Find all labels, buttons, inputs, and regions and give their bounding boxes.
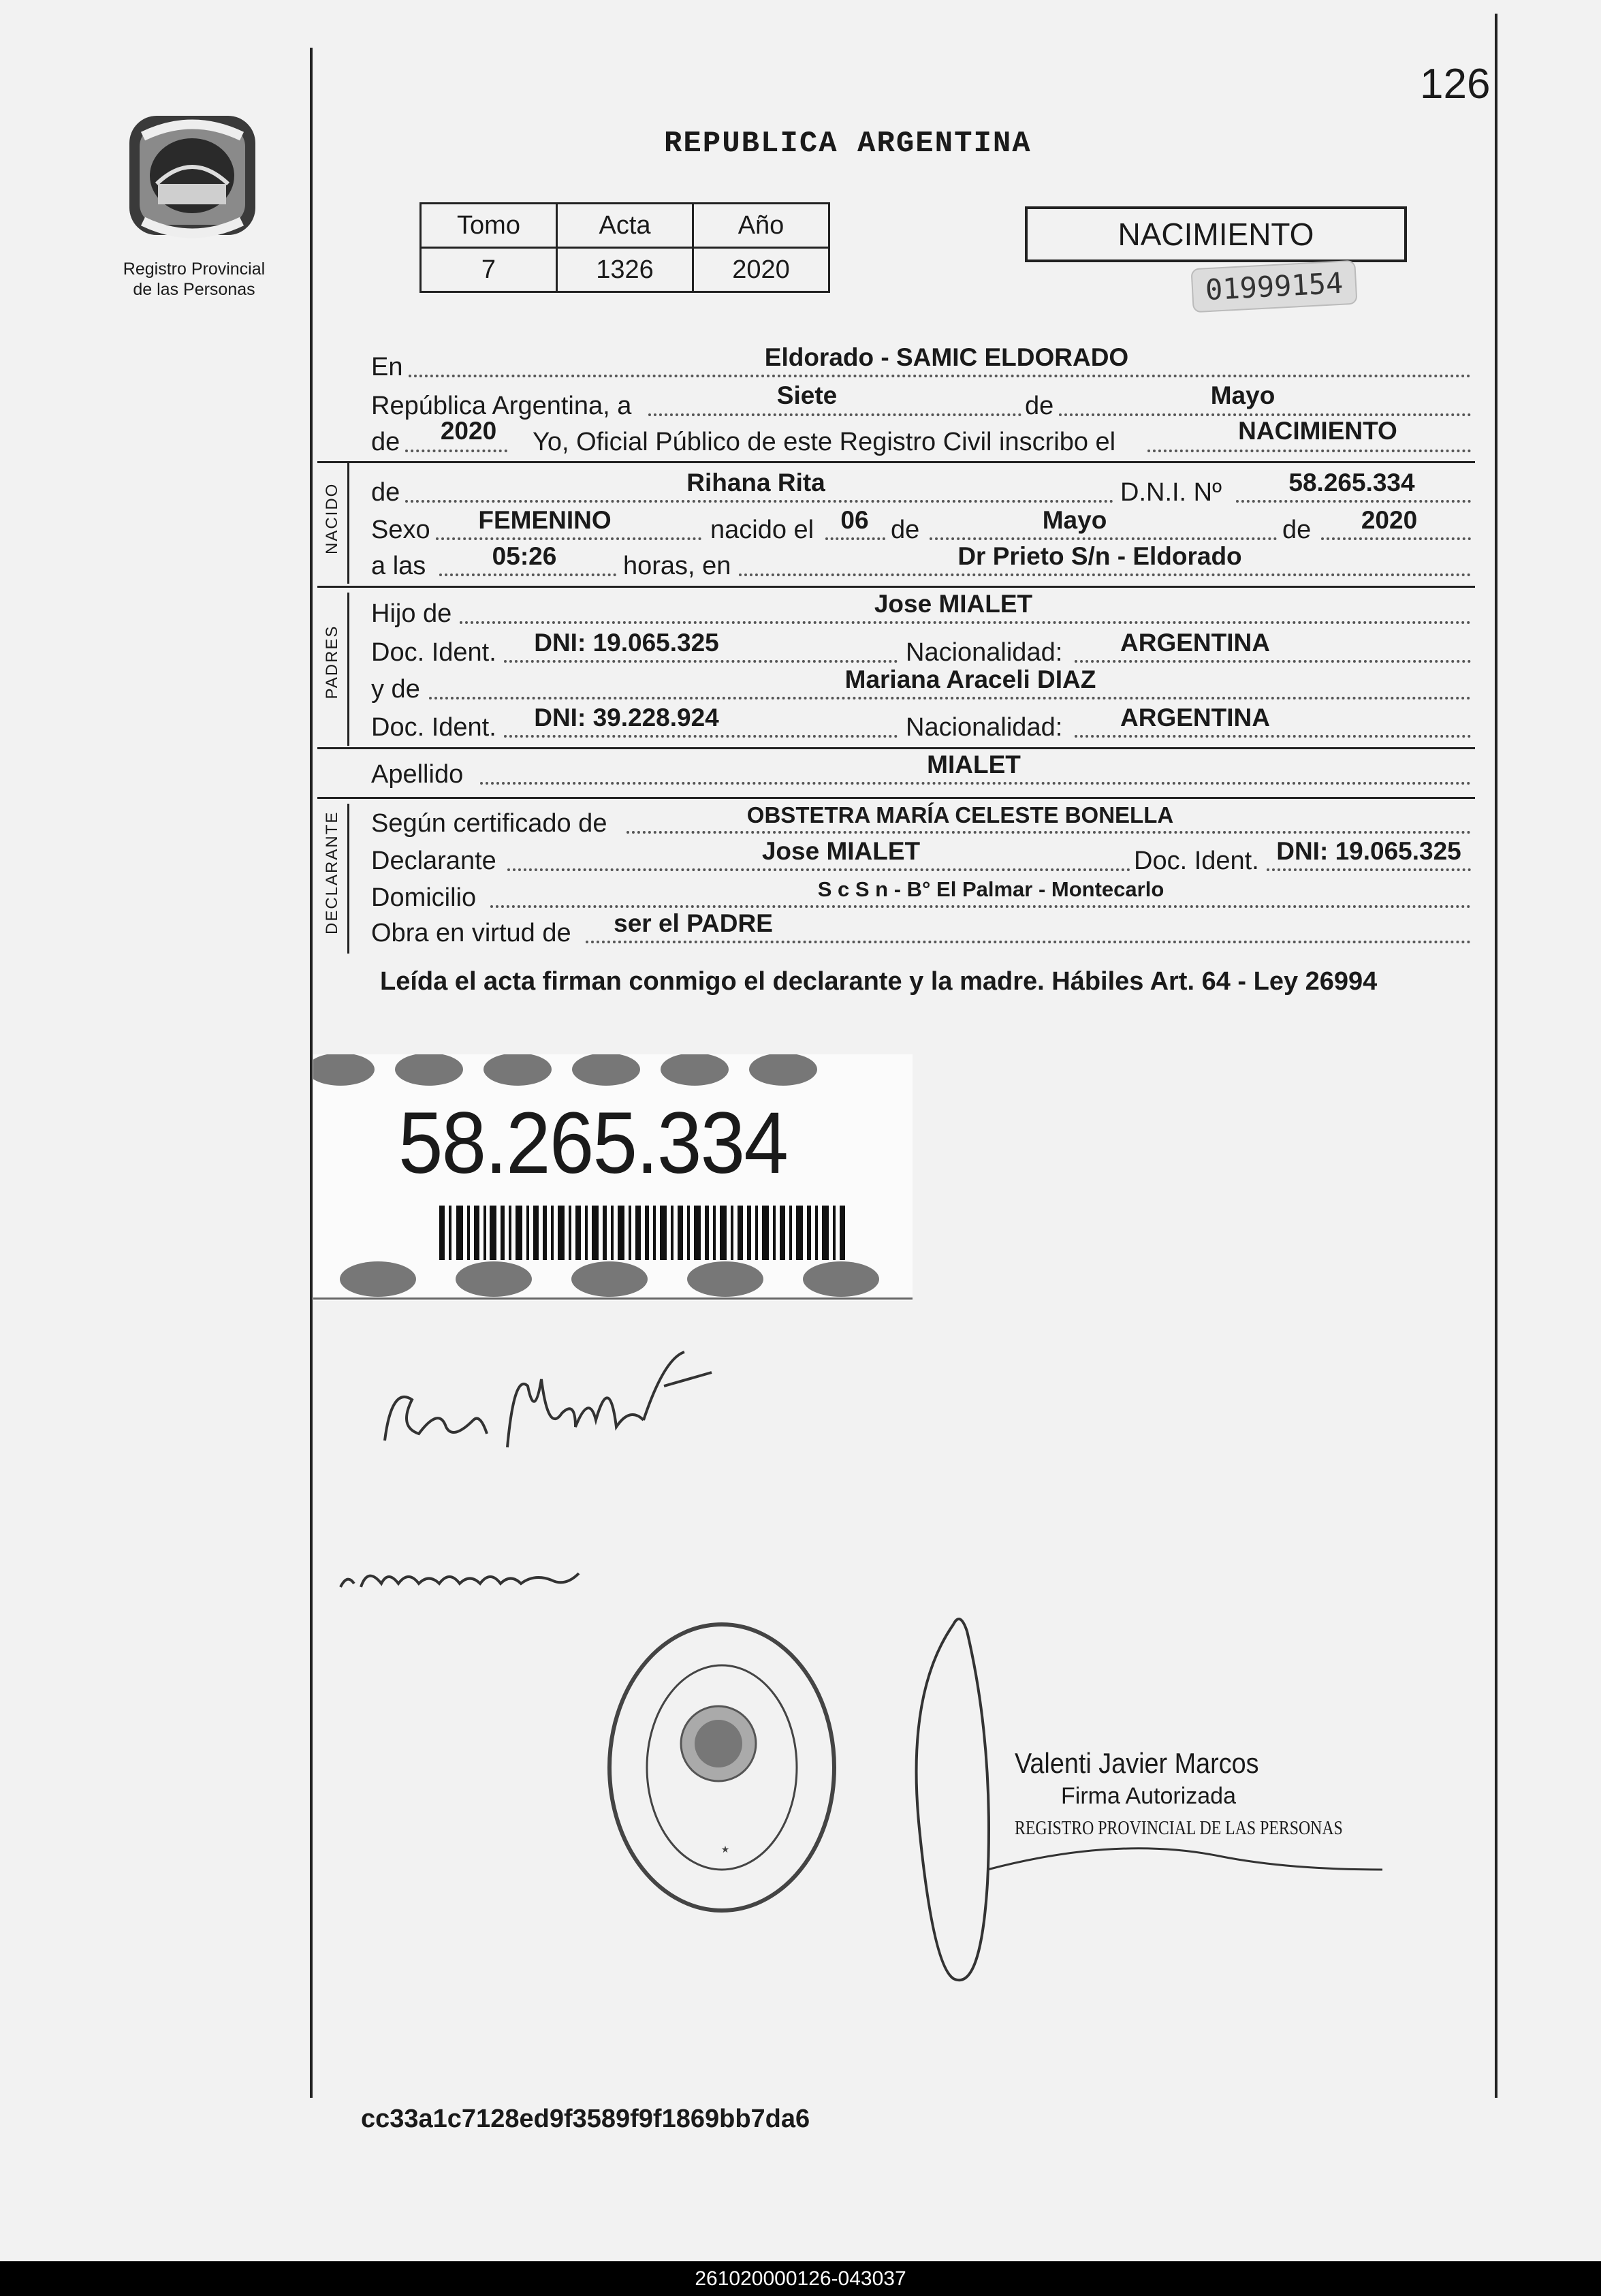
obra-dots bbox=[586, 941, 1471, 943]
record-type-box: NACIMIENTO bbox=[1025, 206, 1407, 262]
mother-dots bbox=[429, 697, 1471, 699]
mother-nac-dots bbox=[1075, 735, 1471, 738]
barcode-bars bbox=[439, 1206, 845, 1260]
certificado-label: Según certificado de bbox=[371, 809, 607, 838]
father-name: Jose MIALET bbox=[874, 590, 1033, 618]
day-dots bbox=[648, 413, 1021, 416]
mother-doc-dots bbox=[504, 735, 898, 738]
birth-day: 06 bbox=[840, 506, 869, 534]
apellido-label: Apellido bbox=[371, 760, 464, 789]
father-nac-label: Nacionalidad: bbox=[906, 638, 1063, 667]
father-doc: DNI: 19.065.325 bbox=[534, 629, 719, 657]
hijo-label: Hijo de bbox=[371, 599, 452, 628]
declarante-dots bbox=[507, 868, 1130, 871]
padres-top-rule bbox=[317, 586, 1475, 588]
father-dots bbox=[460, 621, 1471, 624]
value-anio: 2020 bbox=[693, 248, 829, 292]
obra-value: ser el PADRE bbox=[614, 909, 773, 937]
certificado-dots bbox=[627, 831, 1471, 834]
day-value: Siete bbox=[776, 381, 838, 409]
oficial-label: Yo, Oficial Público de este Registro Civil inscribo el bbox=[533, 428, 1116, 456]
logo-caption bbox=[95, 259, 293, 300]
birth-place: Dr Prieto S/n - Eldorado bbox=[957, 542, 1242, 570]
time-dots bbox=[439, 573, 616, 576]
a-las-label: a las bbox=[371, 552, 426, 580]
document-title: REPUBLICA ARGENTINA bbox=[664, 127, 1032, 161]
apellido-value: MIALET bbox=[927, 751, 1021, 779]
declarant-signature bbox=[371, 1345, 725, 1485]
logo-caption-line1: Registro Provincial bbox=[123, 260, 266, 279]
father-nac-dots bbox=[1075, 660, 1471, 663]
yde-label: y de bbox=[371, 675, 420, 704]
value-acta: 1326 bbox=[557, 248, 693, 292]
horas-label: horas, en bbox=[623, 552, 731, 580]
closing-statement: Leída el acta firman conmigo el declarante y la madre. Hábiles Art. 64 - Ley 26994 bbox=[380, 967, 1378, 996]
declarante-doc-dots bbox=[1267, 868, 1471, 871]
mother-doc-label: Doc. Ident. bbox=[371, 713, 496, 742]
domicilio-label: Domicilio bbox=[371, 883, 477, 912]
sexo-dots bbox=[436, 537, 701, 540]
declarante-section-label: DECLARANTE bbox=[323, 811, 341, 934]
birth-day-dots bbox=[825, 537, 885, 540]
padres-section-label: PADRES bbox=[323, 625, 341, 699]
birth-year: 2020 bbox=[1361, 506, 1418, 534]
sexo-value: FEMENINO bbox=[478, 506, 612, 534]
logo-caption-line2: de las Personas bbox=[133, 280, 255, 299]
declarante-section-bar bbox=[347, 804, 349, 954]
svg-text:★: ★ bbox=[720, 1844, 730, 1855]
footer-id-bar: 261020000126-043037 bbox=[0, 2261, 1601, 2296]
official-role: Firma Autorizada bbox=[1061, 1783, 1236, 1809]
declarante-doc: DNI: 19.065.325 bbox=[1276, 837, 1461, 865]
declarante-label: Declarante bbox=[371, 847, 496, 875]
dni-sticker-number: 58.265.334 bbox=[398, 1095, 787, 1192]
domicilio-value: S c S n - B° El Palmar - Montecarlo bbox=[817, 877, 1164, 901]
nacido-section-label: NACIDO bbox=[323, 482, 341, 554]
declarante-top-rule bbox=[317, 797, 1475, 799]
sexo-label: Sexo bbox=[371, 516, 430, 544]
nacido-de-label: de bbox=[371, 478, 400, 507]
father-doc-dots bbox=[504, 660, 898, 663]
right-margin-line bbox=[1495, 14, 1497, 2098]
mother-nationality: ARGENTINA bbox=[1120, 704, 1270, 732]
father-nationality: ARGENTINA bbox=[1120, 629, 1270, 657]
year-dots bbox=[405, 450, 507, 452]
de-label-2: de bbox=[891, 516, 920, 544]
obra-label: Obra en virtud de bbox=[371, 919, 571, 947]
birth-month: Mayo bbox=[1042, 506, 1107, 534]
dni-dots bbox=[1236, 500, 1471, 503]
official-stamp-text bbox=[1015, 1747, 1401, 1845]
en-label: En bbox=[371, 353, 403, 381]
mother-nac-label: Nacionalidad: bbox=[906, 713, 1063, 742]
year-value: 2020 bbox=[440, 417, 497, 445]
official-name: Valenti Javier Marcos bbox=[1015, 1747, 1259, 1779]
domicilio-dots bbox=[490, 905, 1471, 908]
value-tomo: 7 bbox=[421, 248, 557, 292]
official-office: REGISTRO PROVINCIAL DE LAS PERSONAS bbox=[1015, 1818, 1343, 1839]
birth-month-dots bbox=[930, 537, 1277, 540]
certificado-value: OBSTETRA MARÍA CELESTE BONELLA bbox=[746, 802, 1174, 828]
header-anio: Año bbox=[693, 204, 829, 248]
birth-time: 05:26 bbox=[492, 542, 557, 570]
apellido-dots bbox=[480, 782, 1471, 785]
de-label-3: de bbox=[1282, 516, 1312, 544]
de2-label: de bbox=[371, 428, 400, 456]
nacido-top-rule bbox=[317, 461, 1475, 463]
father-doc-label: Doc. Ident. bbox=[371, 638, 496, 667]
month-dots bbox=[1059, 413, 1471, 416]
page-number: 126 bbox=[1420, 61, 1491, 108]
mother-doc: DNI: 39.228.924 bbox=[534, 704, 719, 732]
en-dots bbox=[409, 375, 1471, 377]
nacido-section-bar bbox=[347, 463, 349, 584]
mother-name: Mariana Araceli DIAZ bbox=[844, 665, 1096, 693]
header-acta: Acta bbox=[557, 204, 693, 248]
declarante-value: Jose MIALET bbox=[761, 837, 921, 865]
dni-label: D.N.I. Nº bbox=[1120, 478, 1222, 507]
place-dots bbox=[739, 573, 1471, 576]
official-circular-stamp bbox=[599, 1614, 844, 1924]
de-label: de bbox=[1025, 392, 1054, 420]
header-tomo: Tomo bbox=[421, 204, 557, 248]
padres-section-bar bbox=[347, 593, 349, 746]
inscribo-dots bbox=[1147, 450, 1471, 452]
name-dots bbox=[405, 500, 1113, 503]
declarante-doc-label: Doc. Ident. bbox=[1134, 847, 1259, 875]
en-value: Eldorado - SAMIC ELDORADO bbox=[764, 343, 1129, 371]
misiones-seal-logo bbox=[116, 109, 269, 252]
birth-year-dots bbox=[1321, 537, 1471, 540]
child-name: Rihana Rita bbox=[686, 469, 825, 497]
left-margin-line bbox=[310, 48, 313, 2098]
nacido-el-label: nacido el bbox=[710, 516, 814, 544]
serial-stamp: 01999154 bbox=[1190, 260, 1357, 313]
month-value: Mayo bbox=[1210, 381, 1275, 409]
mother-signature bbox=[334, 1546, 592, 1611]
republica-label: República Argentina, a bbox=[371, 392, 632, 420]
record-table bbox=[419, 202, 830, 293]
child-dni: 58.265.334 bbox=[1288, 469, 1415, 497]
document-hash: cc33a1c7128ed9f3589f9f1869bb7da6 bbox=[361, 2105, 810, 2133]
inscribo-value: NACIMIENTO bbox=[1238, 417, 1397, 445]
apellido-top-rule bbox=[317, 747, 1475, 749]
